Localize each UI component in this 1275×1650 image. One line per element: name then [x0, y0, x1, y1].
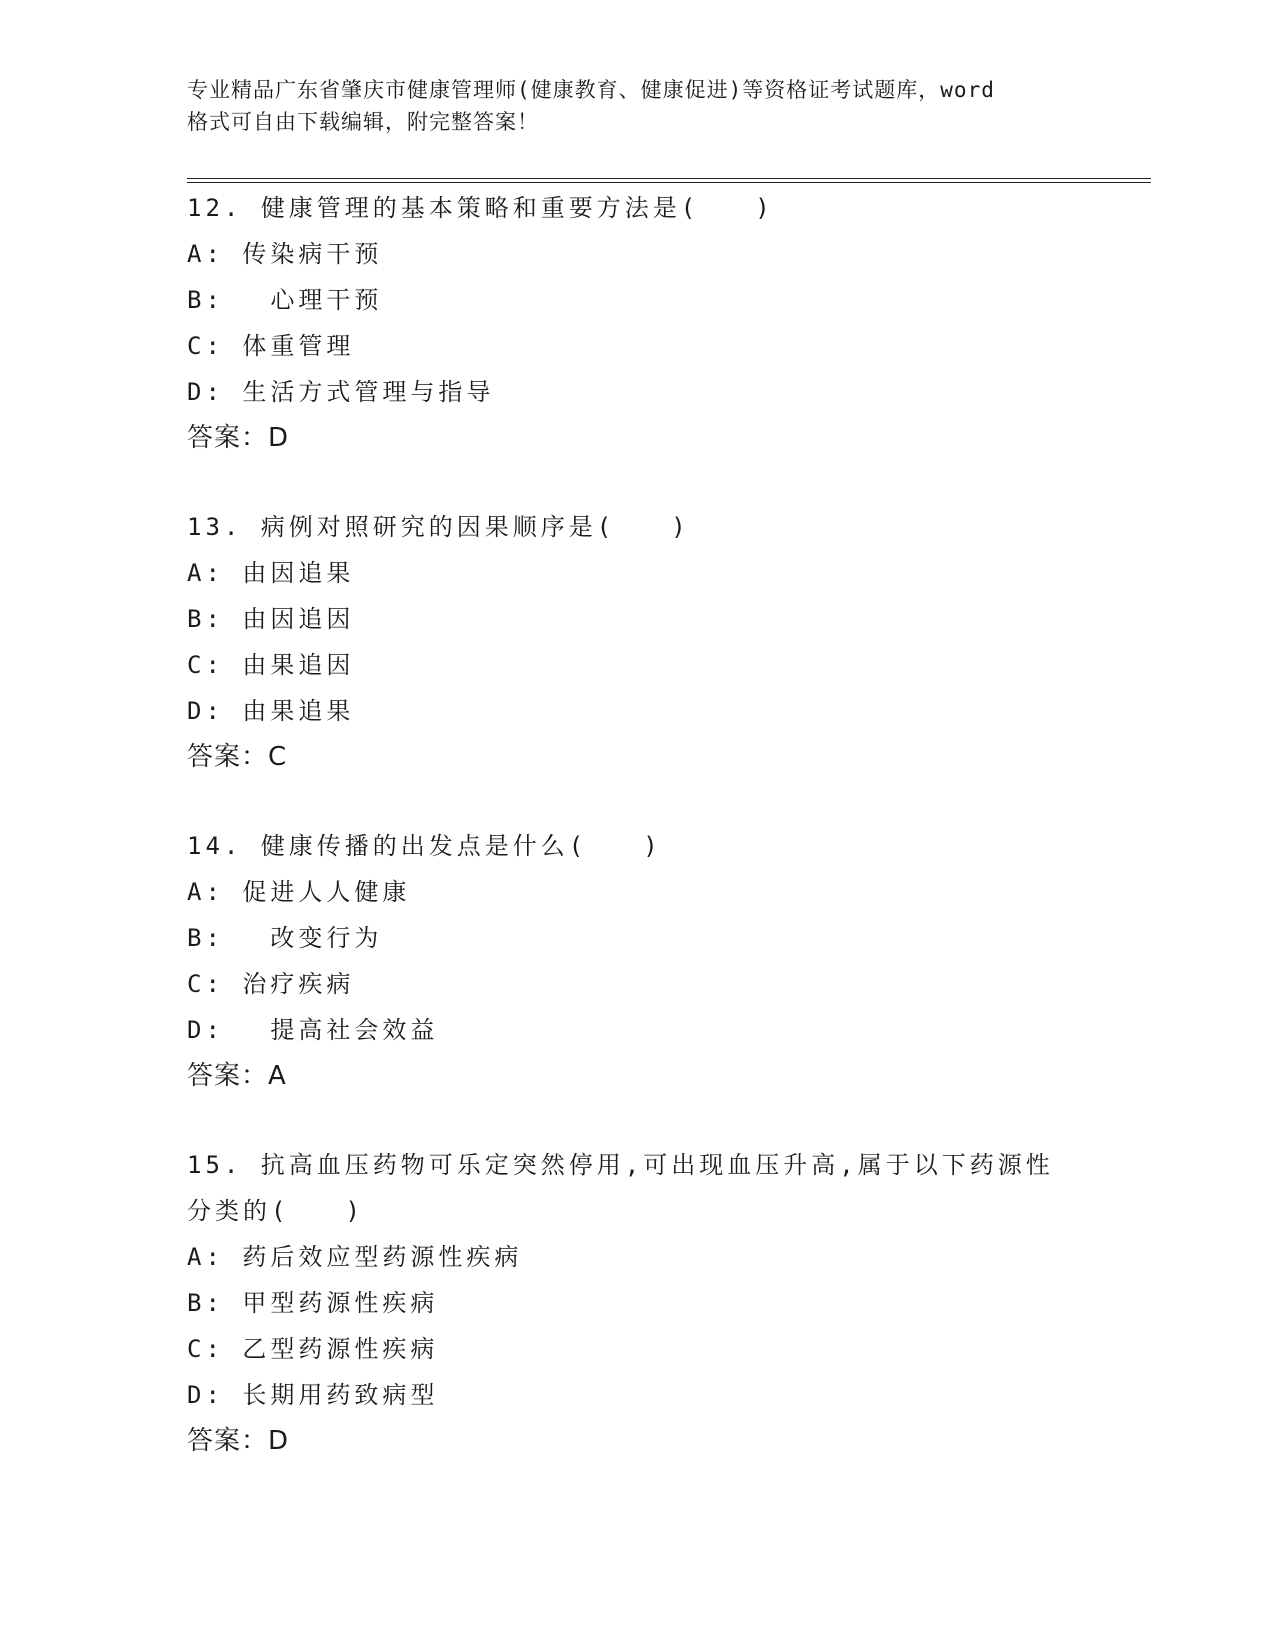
answer-label: 答案：C — [187, 742, 288, 772]
question-13 — [187, 504, 1087, 780]
option-a: A: 由因追果 — [187, 559, 355, 587]
question-12 — [187, 185, 1087, 461]
option-c: C: 治疗疾病 — [187, 970, 355, 998]
header-line-2: 格式可自由下载编辑，附完整答案！ — [187, 110, 539, 134]
option-b: B: 由因追因 — [187, 605, 355, 633]
question-stem: 14. 健康传播的出发点是什么( ) — [187, 832, 662, 860]
option-d: D: 长期用药致病型 — [187, 1381, 439, 1409]
option-c: C: 由果追因 — [187, 651, 355, 679]
option-a: A: 传染病干预 — [187, 240, 383, 268]
document-header — [187, 74, 1087, 138]
question-stem: 12. 健康管理的基本策略和重要方法是( ) — [187, 194, 774, 222]
question-stem-line-2: 分类的( ) — [187, 1197, 364, 1225]
question-stem: 13. 病例对照研究的因果顺序是( ) — [187, 513, 690, 541]
answer-label: 答案：D — [187, 423, 290, 453]
header-line-1: 专业精品广东省肇庆市健康管理师(健康教育、健康促进)等资格证考试题库，word — [187, 78, 995, 102]
header-divider — [187, 178, 1151, 183]
question-stem-line-1: 15. 抗高血压药物可乐定突然停用,可出现血压升高,属于以下药源性 — [187, 1151, 1054, 1179]
option-d: D: 由果追果 — [187, 697, 355, 725]
answer-label: 答案：D — [187, 1426, 290, 1456]
option-c: C: 体重管理 — [187, 332, 355, 360]
option-b: B: 改变行为 — [187, 924, 383, 952]
option-a: A: 促进人人健康 — [187, 878, 411, 906]
answer-label: 答案：A — [187, 1061, 287, 1091]
option-d: D: 提高社会效益 — [187, 1016, 439, 1044]
option-d: D: 生活方式管理与指导 — [187, 378, 495, 406]
option-b: B: 甲型药源性疾病 — [187, 1289, 439, 1317]
option-c: C: 乙型药源性疾病 — [187, 1335, 439, 1363]
option-b: B: 心理干预 — [187, 286, 383, 314]
question-14 — [187, 823, 1087, 1099]
question-15 — [187, 1142, 1087, 1464]
option-a: A: 药后效应型药源性疾病 — [187, 1243, 523, 1271]
